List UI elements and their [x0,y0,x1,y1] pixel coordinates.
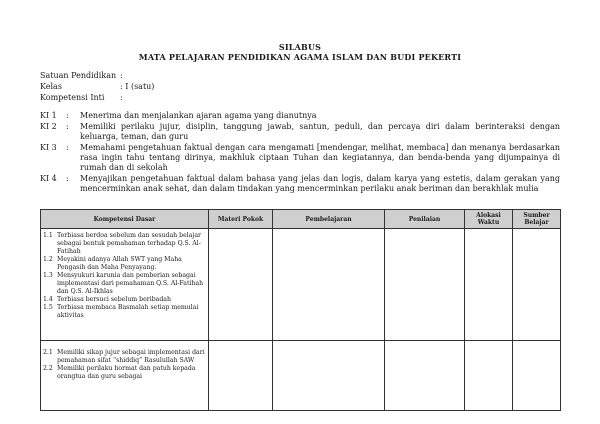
cell-sumber-belajar [513,341,561,411]
table-row [41,229,561,341]
kd-text: Terbiasa membaca Basmalah setiap memulai aktivitas [57,304,199,319]
header-materi-pokok: Materi Pokok [209,210,273,229]
cell-penilaian [385,341,465,411]
kd-text: Memiliki perilaku hormat dan patuh kepada orangtua dan guru sebagai [57,365,196,380]
satuan-label: Satuan Pendidikan [40,71,117,80]
ki-value: : [120,93,123,102]
kd-number: 2.2 [43,365,53,372]
kd-number: 1.3 [43,272,53,279]
kd-text: Terbiasa bersuci sebelum beribadah [57,296,171,303]
kd-number: 1.5 [43,304,53,311]
kd-item [43,349,206,365]
cell-alokasi-waktu [465,229,513,341]
ki-code: KI 4 [40,174,57,183]
kd-text: Terbiasa berdoa sebelum dan sesudah belajar sebagai bentuk pemahaman terhadap Q.S. Al-Fatihah [57,232,201,255]
kd-text: Memiliki sikap jujur sebagai implementasi dari pemahaman sifat “shiddiq” Rasulullah SAW [57,349,205,364]
ki-colon: : [66,111,69,120]
kd-item [43,296,206,304]
header-alokasi-waktu: Alokasi Waktu [465,210,513,229]
kelas-value: : I (satu) [120,82,155,91]
document-title: SILABUS [278,42,322,52]
identity-satuan [40,71,123,80]
header-kompetensi-dasar: Kompetensi Dasar [41,210,209,229]
header-sumber-belajar: Sumber Belajar [513,210,561,229]
ki-item [40,174,560,204]
ki-text: Memiliki perilaku jujur, disiplin, tanggung jawab, santun, peduli, dan percaya diri dalam berinteraksi dengan keluarga, teman, dan guru [80,122,560,141]
kd-number: 1.2 [43,256,53,263]
kd-item [43,365,206,381]
ki-item [40,111,560,121]
kd-number: 1.1 [43,232,53,239]
ki-code: KI 1 [40,111,57,120]
document-subtitle: MATA PELAJARAN PENDIDIKAN AGAMA ISLAM DAN BUDI PEKERTI [138,52,462,62]
table-row [41,341,561,411]
identity-kelas [40,82,154,91]
cell-sumber-belajar [513,229,561,341]
syllabus-table [40,209,561,411]
ki-item [40,143,560,173]
ki-code: KI 3 [40,143,57,152]
kd-item [43,304,206,320]
cell-penilaian [385,229,465,341]
kd-item [43,256,206,272]
ki-code: KI 2 [40,122,57,131]
satuan-value: : [120,71,123,80]
cell-pembelajaran [273,341,385,411]
cell-pembelajaran [273,229,385,341]
kd-text: Mensyukuri karunia dan pemberian sebagai implementasi dari pemahaman Q.S. Al-Fatihah dan Q.S. Al-Ikhlas [57,272,204,295]
ki-text: Menyajikan pengetahuan faktual dalam bahasa yang jelas dan logis, dalam karya yang estetis, dalam gerakan yang mencerminkan anak sehat, dan dalam tindakan yang mencerminkan perilaku anak beriman dan berakhlak mulia [80,174,560,193]
header-pembelajaran: Pembelajaran [273,210,385,229]
ki-colon: : [66,174,69,183]
kd-number: 2.1 [43,349,53,356]
ki-label: Kompetensi Inti [40,93,105,102]
kd-text: Meyakini adanya Allah SWT yang Maha Pengasih dan Maha Penyayang. [57,256,182,271]
kd-item [43,272,206,296]
ki-colon: : [66,122,69,131]
kd-item [43,232,206,256]
ki-colon: : [66,143,69,152]
identity-kompetensi-inti [40,93,123,102]
kd-list [41,341,208,381]
kelas-label: Kelas [40,82,62,91]
ki-text: Menerima dan menjalankan ajaran agama yang dianutnya [80,111,317,120]
kd-list [41,229,208,320]
cell-kompetensi-dasar [41,341,209,411]
table-header-row [41,210,561,229]
ki-text: Memahami pengetahuan faktual dengan cara mengamati [mendengar, melihat, membaca] dan menanya berdasarkan rasa ingin tahu tentang dirinya, makhluk ciptaan Tuhan dan kegiatannya, dan benda-benda yang dijumpainya di rumah dan di sekolah [80,143,560,172]
cell-alokasi-waktu [465,341,513,411]
cell-kompetensi-dasar [41,229,209,341]
cell-materi-pokok [209,341,273,411]
kd-number: 1.4 [43,296,53,303]
header-penilaian: Penilaian [385,210,465,229]
ki-item [40,122,560,142]
cell-materi-pokok [209,229,273,341]
